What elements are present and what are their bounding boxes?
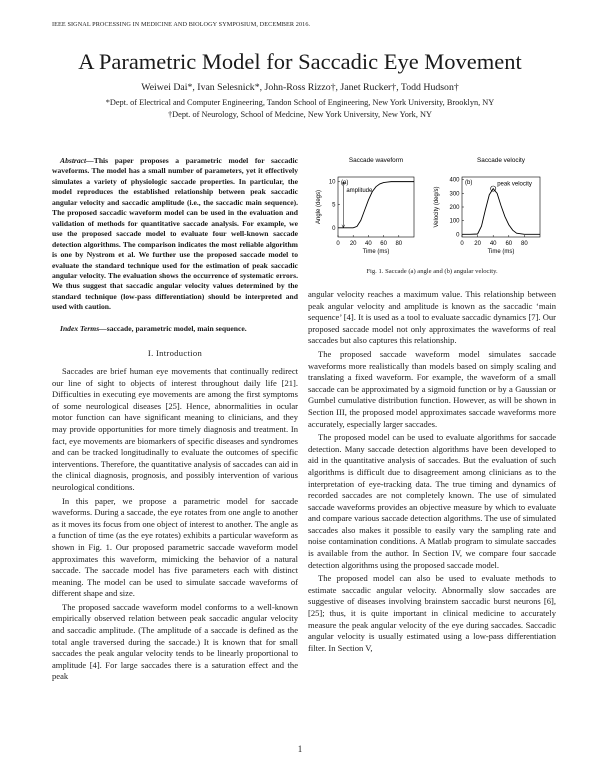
annotation-amplitude: amplitude xyxy=(346,187,373,194)
paragraph: The proposed model can also be used to evaluate methods to estimate saccadic angular velocity. Abnormally slow saccades are suggestive of diseases involving brainstem saccadic burst neurons [6], [25]; thus, it is quite important in clinical medicine to accurately measure the peak angular velocity of the eye during saccades. Saccadic angular velocity is usually estimated using a low-pass differentiation filter. In Section V, xyxy=(308,573,556,653)
x-tick-label: 20 xyxy=(474,241,481,247)
index-terms xyxy=(52,324,298,334)
x-tick-label: 40 xyxy=(489,241,497,247)
paragraph: The proposed saccade waveform model conforms to a well-known empirically observed relation between peak saccadic angular velocity and saccadic amplitude. (The amplitude of a saccade is defined as the total angle traversed during the saccade.) It is known that for small saccades the peak angular velocity tends to be linearly proportional to amplitude [4]. For large saccades there is a saturation effect and the peak xyxy=(52,601,298,682)
running-header: IEEE SIGNAL PROCESSING IN MEDICINE AND BIOLOGY SYMPOSIUM, DECEMBER 2016. xyxy=(52,21,311,28)
annotation-peak-velocity: peak velocity xyxy=(497,181,532,188)
abstract-label: Abstract— xyxy=(60,156,94,165)
index-terms-label: Index Terms— xyxy=(60,324,107,333)
x-axis-label: Time (ms) xyxy=(487,249,515,255)
y-tick-label: 0 xyxy=(332,225,336,232)
y-tick-label: 200 xyxy=(449,205,460,211)
paragraph: Saccades are brief human eye movements that continually redirect our line of sight to objects of interest throughout daily life [21]. Difficulties in executing eye movements are among the first symptoms of some neurological diseases [25]. Hence, abnormalities in ocular motor function can have significant meaning to clinicians, and they may provide opportunities for more timely diagnosis and treatment. In fact, eye movements are biomarkers of specific diseases and syndromes and can be tracked longitudinally to evaluate the outcomes of specific interventions. Therefore, the quantitative analysis of saccades can aid in the clinical diagnosis, prognosis, and possibly intervention of various neurological conditions. xyxy=(52,366,298,492)
x-tick-label: 60 xyxy=(380,241,387,247)
paragraph: angular velocity reaches a maximum value. This relationship between peak angular velocity and amplitude is known as the saccadic ‘main sequence’ [4]. It is used as a tool to evaluate saccadic dynamics [7]. Our proposed saccade model not only approximates the waveforms of real saccades but also captures this relationship. xyxy=(308,289,556,346)
y-tick-label: 400 xyxy=(449,177,460,184)
y-axis-label: Velocity (deg/s) xyxy=(434,186,440,228)
panel-label: (a) xyxy=(341,180,349,186)
x-axis-label: Time (ms) xyxy=(362,249,390,255)
panel-label: (b) xyxy=(465,180,473,186)
affiliation-1: *Dept. of Electrical and Computer Engineering, Tandon School of Engineering, New York University, Brooklyn, NY xyxy=(105,98,495,107)
x-tick-label: 60 xyxy=(505,241,513,247)
paragraph: The proposed saccade waveform model simulates saccade waveforms more realistically than models based on simply scaling and translating a fixed waveform. For example, the waveform of a small saccade can be approximated by a sigmoid function or by a Gaussian or Gumbel cumulative distribution function. However, as will be shown in Section III, the proposed model approximates saccade waveforms more accurately, especially larger saccades. xyxy=(308,348,556,429)
series-line xyxy=(462,189,540,235)
x-tick-label: 40 xyxy=(365,241,372,247)
x-tick-label: 0 xyxy=(460,241,464,247)
y-tick-label: 100 xyxy=(449,218,460,225)
x-tick-label: 80 xyxy=(521,241,528,247)
figure-1 xyxy=(308,152,556,272)
chart-title: Saccade velocity xyxy=(477,157,525,164)
paragraph: The proposed model can be used to evaluate algorithms for saccade detection. Many saccade detection algorithms have been developed to aid in the quantitative analysis of saccades. But the evaluation of such algorithms is difficult due to disagreement among clinicians as to the interpretation of eye-tracking data. The true timing and dynamics of recorded saccades are not completely known. The use of simulated saccade waveforms provides an objective measure by which to evaluate and compare various saccade detection algorithms. The use of simulated saccades also makes it possible to easily vary the sampling rate and noise contamination conditions. A Matlab program to simulate saccades is available from the author. In Section IV, we compare four saccade detection algorithms using the proposed saccade model. xyxy=(308,432,556,570)
paragraph: In this paper, we propose a parametric model for saccade waveforms. During a saccade, the eye rotates from one angle to another as it moves its focus from one object of interest to another. The angle as a function of time (as the eye rotates) exhibits a particular waveform as shown in Fig. 1. Our proposed parametric saccade waveform model approximates this waveform, mimicking the behavior of a natural saccade. The saccade model has five parameters each with distinct meaning. The model can be used to simulate saccade waveforms of different shape and size. xyxy=(52,495,298,599)
page-number: 1 xyxy=(297,744,303,754)
left-column-body xyxy=(52,366,298,685)
y-tick-label: 300 xyxy=(449,191,460,198)
y-axis-label: Angle (degs) xyxy=(316,189,322,225)
section-heading: I. Introduction xyxy=(147,348,203,358)
index-terms-text: saccade, parametric model, main sequence. xyxy=(106,324,247,333)
paper-title: A Parametric Model for Saccadic Eye Movement xyxy=(78,49,522,74)
right-column-body xyxy=(308,289,556,656)
affiliation-2: †Dept. of Neurology, School of Medcine, New York University, New York, NY xyxy=(168,110,432,119)
y-tick-label: 0 xyxy=(456,232,460,239)
abstract xyxy=(52,156,298,313)
author-list: Weiwei Dai*, Ivan Selesnick*, John-Ross Rizzo†, Janet Rucker†, Todd Hudson† xyxy=(141,82,459,93)
x-tick-label: 80 xyxy=(395,241,403,247)
x-tick-label: 20 xyxy=(349,241,357,247)
abstract-text: This paper proposes a parametric model for saccadic waveforms. The model has a small number of parameters, yet it effectively simulates a variety of physiologic saccade properties. In particular, the model reproduces the established relationship between peak saccadic angular velocity and saccadic amplitude (i.e., the saccadic main sequence). The proposed saccadic waveform model can be used in the evaluation and validation of methods for quantitative saccade analysis. For example, we use the proposed saccade model to evaluate four well-known saccade detection algorithms. The comparison indicates the most reliable algorithm is one by Nystrom et al. We further use the proposed saccade model to evaluate the standard technique used for the estimation of peak saccadic angular velocity. The evaluation shows the occurrence of systematic errors. We thus suggest that saccadic angular velocity values determined by the standard technique (low-pass differentiation) should be interpreted and used with caution. xyxy=(52,156,298,312)
y-tick-label: 5 xyxy=(332,202,336,209)
y-tick-label: 10 xyxy=(328,179,336,186)
figure-caption: Fig. 1. Saccade (a) angle and (b) angular velocity. xyxy=(366,268,498,275)
x-tick-label: 0 xyxy=(336,241,340,247)
chart-title: Saccade waveform xyxy=(348,157,404,164)
